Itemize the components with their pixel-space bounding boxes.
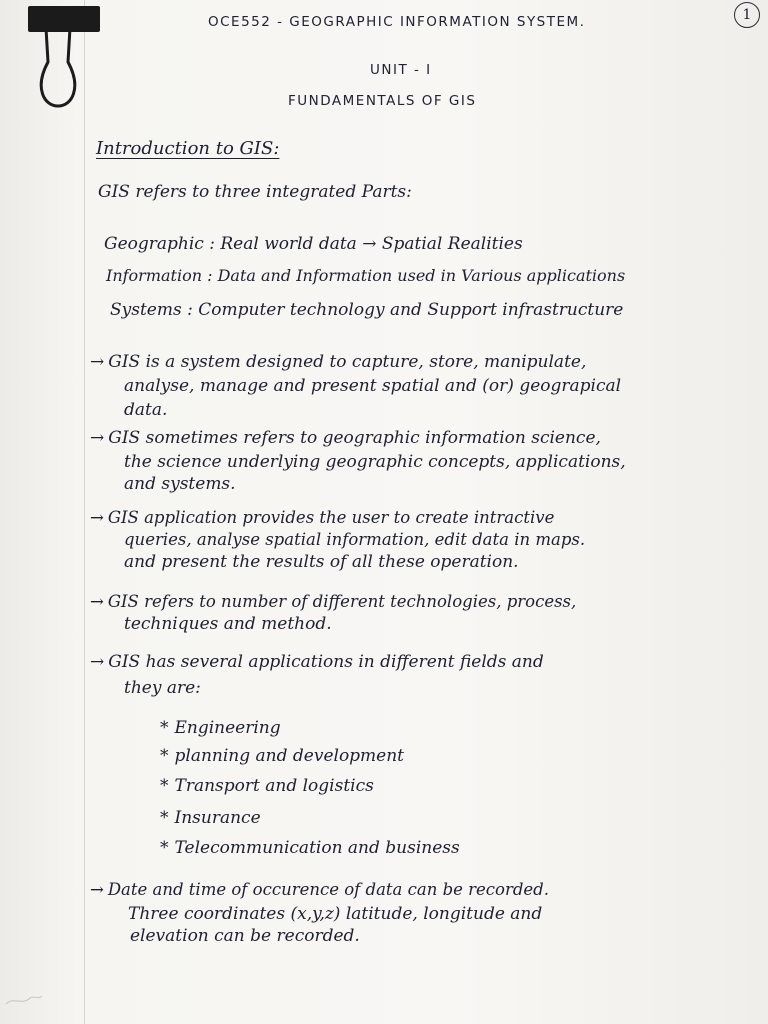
- point-1-line-1: → GIS is a system designed to capture, store, manipulate,: [90, 352, 587, 372]
- section-heading: Introduction to GIS:: [96, 138, 280, 159]
- margin-line: [84, 0, 85, 1024]
- star-bullet-icon: *: [160, 718, 169, 738]
- definition-term: Geographic :: [104, 234, 215, 254]
- page-number: 1: [734, 2, 760, 28]
- arrow-icon: →: [90, 352, 105, 372]
- point-1-line-3: data.: [124, 400, 168, 420]
- application-item: * Engineering: [160, 718, 281, 738]
- point-4-line-2: techniques and method.: [124, 614, 332, 634]
- definition-desc: Real world data → Spatial Realities: [220, 234, 523, 254]
- application-item: * Telecommunication and business: [160, 838, 460, 858]
- arrow-icon: →: [90, 508, 104, 527]
- point-2-line-3: and systems.: [124, 474, 236, 494]
- final-point-line-2: Three coordinates (x,y,z) latitude, longitude and: [128, 904, 543, 924]
- arrow-icon: →: [90, 880, 104, 899]
- pencil-smudge-icon: [4, 990, 44, 1008]
- star-bullet-icon: *: [160, 838, 169, 858]
- final-point-line-1: → Date and time of occurence of data can be recorded.: [90, 880, 549, 899]
- point-3-line-2: queries, analyse spatial information, edit data in maps.: [124, 530, 586, 549]
- final-point-line-3: elevation can be recorded.: [130, 926, 360, 946]
- star-bullet-icon: *: [160, 808, 169, 828]
- point-1-line-2: analyse, manage and present spatial and (or) geograpical: [124, 376, 622, 396]
- unit-title: UNIT - I: [370, 62, 432, 78]
- arrow-icon: →: [90, 592, 104, 611]
- course-title: OCE552 - GEOGRAPHIC INFORMATION SYSTEM.: [208, 14, 586, 30]
- definition-term: Information :: [106, 266, 213, 285]
- section-intro: GIS refers to three integrated Parts:: [98, 182, 412, 202]
- point-3-line-1: → GIS application provides the user to create intractive: [90, 508, 555, 527]
- definition-information: [106, 266, 625, 285]
- point-5-line-2: they are:: [124, 678, 201, 698]
- definition-geographic: [104, 234, 523, 254]
- binder-clip-loop-icon: [38, 28, 82, 110]
- application-item: * Transport and logistics: [160, 776, 374, 796]
- definition-desc: Data and Information used in Various applications: [217, 266, 626, 285]
- topic-title: FUNDAMENTALS OF GIS: [288, 93, 477, 109]
- star-bullet-icon: *: [160, 746, 169, 766]
- star-bullet-icon: *: [160, 776, 169, 796]
- arrow-icon: →: [90, 652, 105, 672]
- application-item: * Insurance: [160, 808, 261, 828]
- point-4-line-1: → GIS refers to number of different technologies, process,: [90, 592, 577, 611]
- point-2-line-1: → GIS sometimes refers to geographic information science,: [90, 428, 601, 448]
- point-2-line-2: the science underlying geographic concepts, applications,: [124, 452, 626, 472]
- arrow-icon: →: [90, 428, 105, 448]
- application-item: * planning and development: [160, 746, 405, 766]
- definition-systems: [110, 300, 623, 320]
- point-5-line-1: → GIS has several applications in different fields and: [90, 652, 544, 672]
- point-3-line-3: and present the results of all these operation.: [124, 552, 519, 572]
- definition-desc: Computer technology and Support infrastructure: [198, 300, 624, 320]
- definition-term: Systems :: [110, 300, 193, 320]
